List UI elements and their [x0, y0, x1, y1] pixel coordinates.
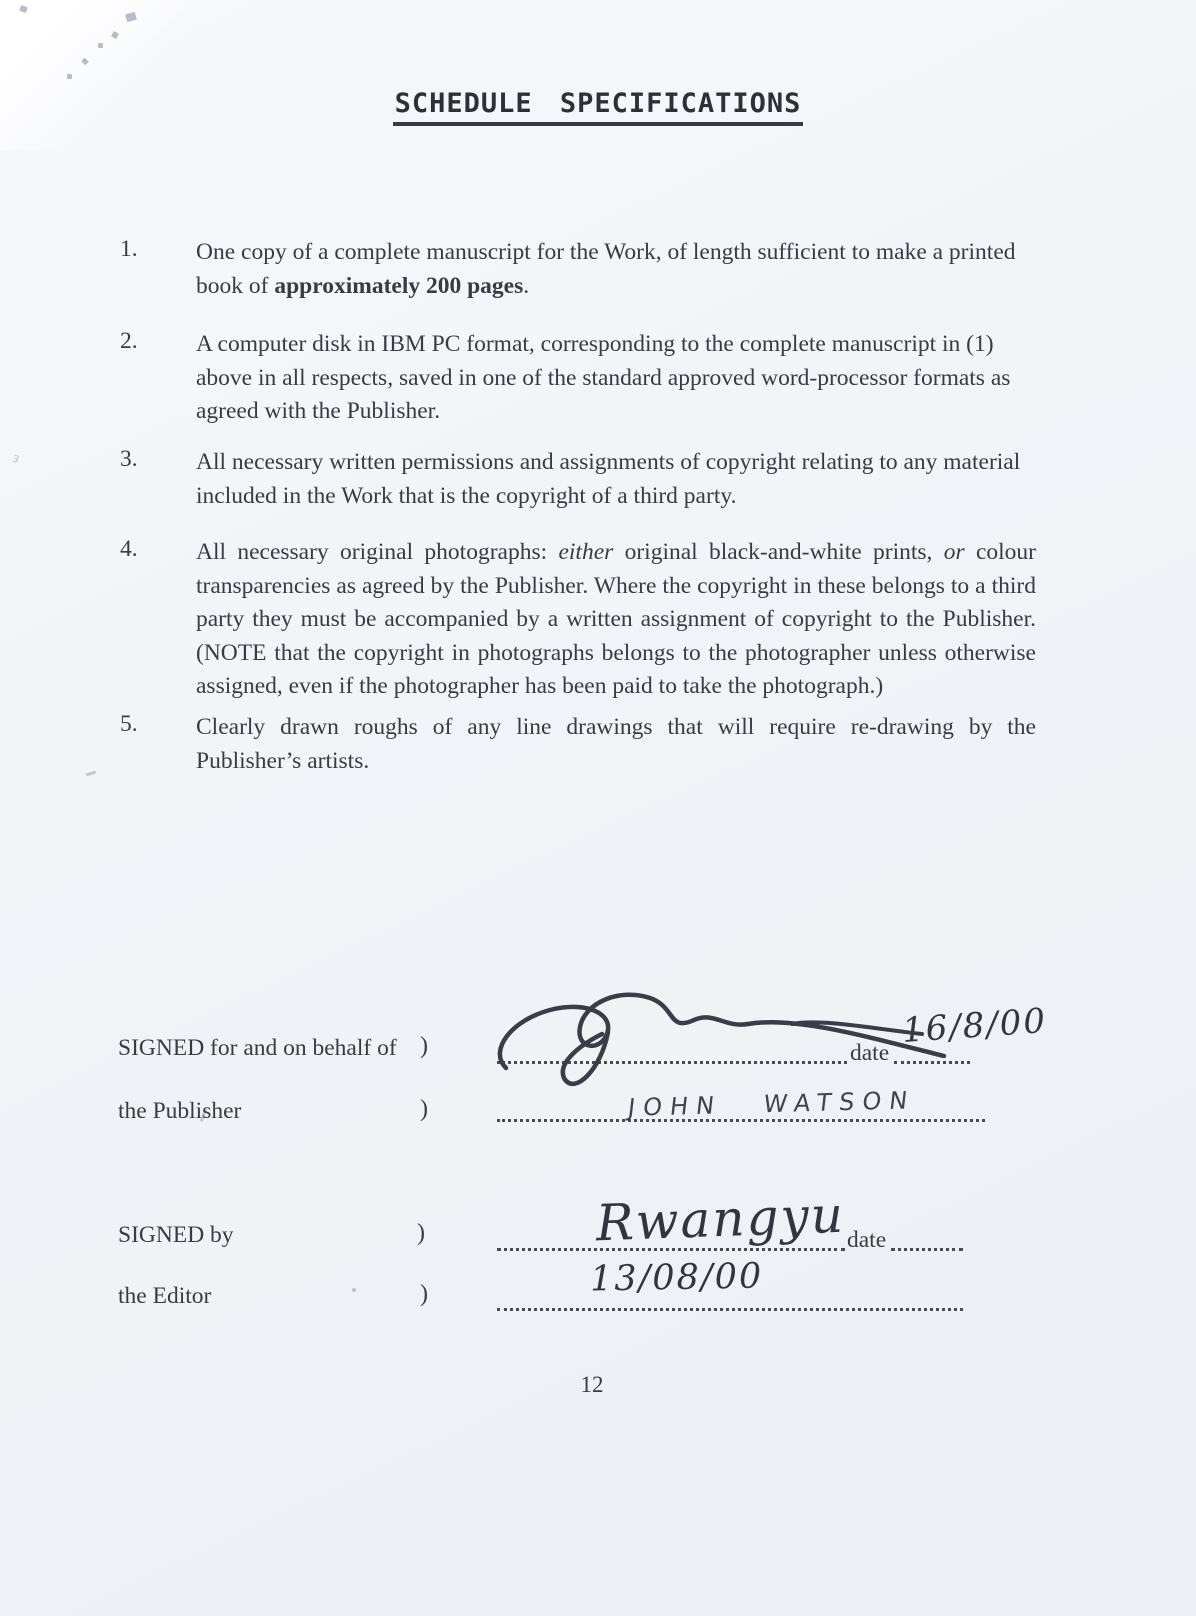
staple-mark	[67, 74, 72, 79]
publisher-signature-scribble	[492, 972, 972, 1104]
item-number: 2.	[120, 328, 138, 354]
text-segment-italic: or	[943, 539, 965, 565]
title-wrap	[0, 88, 1196, 126]
bracket: )	[417, 1220, 425, 1246]
bracket: )	[420, 1033, 428, 1059]
bracket: )	[420, 1281, 428, 1307]
text-segment: original black-and-white prints,	[613, 539, 944, 565]
text-segment: One copy of a complete manuscript for the Work, of length sufficient to make a printed book of	[196, 239, 1016, 299]
item-number: 3.	[120, 446, 138, 472]
list-item-1	[118, 236, 1036, 303]
page-title: SCHEDULE SPECIFICATIONS	[393, 88, 804, 126]
text-segment: colour transparencies as agreed by the Publisher. Where the copyright in these belongs to a third party they must be accompanied by a written assignment of copyright to the Publisher. (NOTE that the copyright in photographs belongs to the photographer unless otherwise assigned, even if the photographer has been paid to take the photograph.)	[196, 539, 1036, 699]
text-segment-italic: either	[558, 539, 614, 565]
list-item-4	[118, 536, 1036, 704]
editor-date-handwritten: 13/08/00	[589, 1256, 764, 1300]
item-text	[196, 536, 1036, 704]
date-label: date	[847, 1227, 887, 1253]
publisher-date-handwritten: 16/8/00	[900, 1000, 1049, 1052]
item-text: Clearly drawn roughs of any line drawings that will require re-drawing by the Publisher’s artists.	[196, 714, 1036, 774]
editor-label: the Editor	[118, 1283, 212, 1309]
item-number: 5.	[120, 711, 138, 737]
page-number: 12	[580, 1372, 604, 1397]
text-segment-bold: approximately 200 pages	[274, 272, 524, 299]
date-label: date	[850, 1040, 890, 1066]
text-segment: .	[523, 272, 530, 299]
pen-mark	[86, 771, 96, 777]
publisher-label: the Publisher	[118, 1098, 242, 1124]
name-line	[497, 1119, 985, 1122]
signed-by-label: SIGNED by	[118, 1222, 234, 1248]
pen-mark: ɜ	[11, 449, 21, 467]
name-line	[497, 1308, 963, 1311]
editor-signature-handwritten: Rwangyu	[595, 1185, 846, 1253]
text-segment: All necessary original photographs:	[196, 539, 559, 565]
publisher-name-handwritten: JOHN WATSON	[626, 1086, 917, 1122]
bracket: )	[420, 1096, 428, 1122]
list-item-5	[118, 711, 1036, 778]
item-number: 1.	[120, 236, 138, 262]
item-text: A computer disk in IBM PC format, corresponding to the complete manuscript in (1) above in all respects, saved in one of the standard approved word-processor formats as agreed with the Publisher.	[196, 331, 1011, 424]
item-text: All necessary written permissions and assignments of copyright relating to any material included in the Work that is the copyright of a third party.	[196, 449, 1021, 509]
staple-mark	[98, 43, 103, 48]
date-line	[891, 1248, 963, 1251]
item-text	[196, 236, 1036, 303]
corner-fold-artifact	[0, 0, 190, 150]
signed-for-label: SIGNED for and on behalf of	[118, 1035, 397, 1061]
list-item-3	[118, 446, 1036, 513]
list-item-2	[118, 328, 1036, 429]
pen-mark	[352, 1288, 356, 1292]
item-number: 4.	[120, 536, 138, 562]
